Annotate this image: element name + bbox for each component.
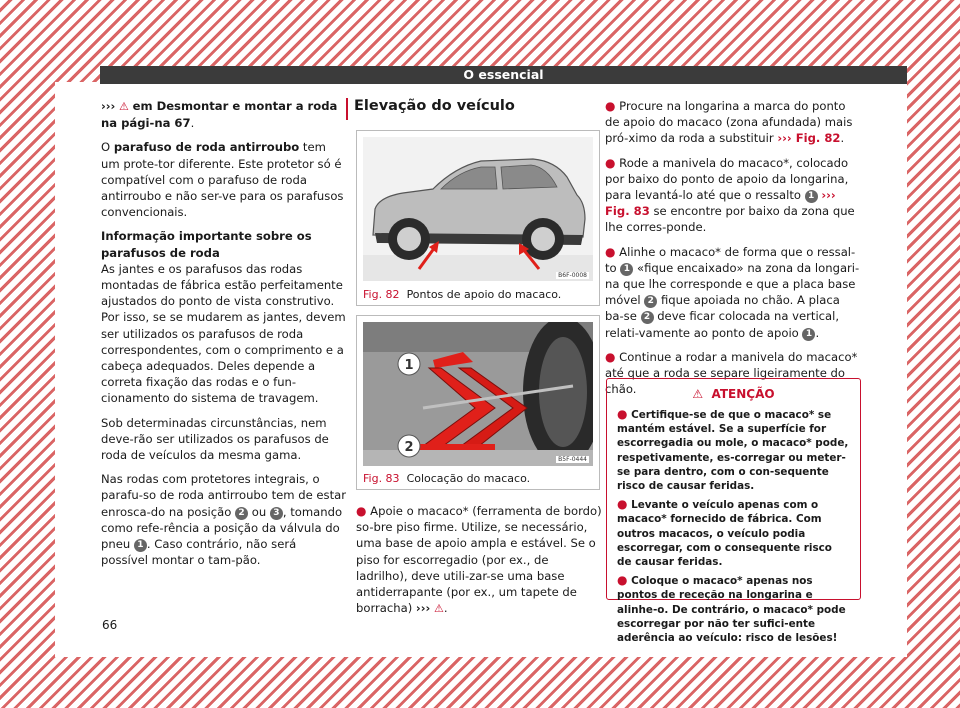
figure-83-caption: Fig. 83 Colocação do macaco.	[363, 472, 531, 485]
step-raise: ● Rode a manivela do macaco*, colocado por baixo do ponto de apoio da longarina, para levantá-lo até que o ressalto 1 ››› Fig. 83 se encontre por baixo da zona que lhe corres-ponde.	[605, 155, 855, 235]
figure-83	[356, 315, 600, 490]
callout-1: 1	[134, 539, 147, 552]
paragraph-rims: As jantes e os parafusos das rodas montadas de fábrica estão perfeitamente ajustados do ponto de vista construtivo. Por isso, se se mudarem as jantes, devem ser utilizados os parafusos de roda correspondentes, com o comprimento e a cabeça adequados. Deles depende a correta fixação das rodas e o fun-cionamento do sistema de travagem.	[101, 261, 346, 406]
bullet-icon: ●	[617, 573, 628, 588]
column-right	[605, 98, 860, 405]
callout-1-label: 1	[404, 358, 414, 373]
warning-triangle-icon: ⚠	[433, 602, 444, 616]
jack-support-text: ● Apoie o macaco* (ferramenta de bordo) so-bre piso firme. Utilize, se necessário, uma base de apoio ampla e estável. Se o piso for escorregadio (por ex., de ladrilho), deve utili-zar-se uma base antiderrapante (por ex., um tapete de borracha) ››› ⚠.	[356, 504, 602, 616]
callout-2: 2	[641, 311, 654, 324]
fig82-link[interactable]: ››› Fig. 82	[777, 131, 841, 146]
warning-item: ● Coloque o macaco* apenas nos pontos de receção na longarina e alinhe-o. De contrário, o macaco* pode escorregar por não ter sufici-ente aderência ao veículo: risco de lesões!	[617, 573, 846, 645]
figure-code: B5F-0444	[558, 456, 587, 463]
subheading: Informação importante sobre os parafusos de roda	[101, 229, 312, 260]
bullet-icon: ●	[605, 349, 616, 364]
callout-1: 1	[805, 190, 818, 203]
bullet-icon: ●	[605, 155, 616, 170]
figure-code: B6F-0008	[558, 272, 587, 279]
step-continue: ● Continue a rodar a manivela do macaco* até que a roda se separe ligeiramente do chão.	[605, 349, 858, 397]
bullet-icon: ●	[356, 504, 367, 518]
jack-illustration	[363, 322, 593, 466]
bullet-icon: ●	[605, 99, 616, 113]
bullet-icon: ●	[605, 244, 616, 259]
warning-item: ● Levante o veículo apenas com o macaco* fornecido de fábrica. Com outros macacos, o veículo podia escorregar, com o consequente risco de causar feridas.	[617, 497, 832, 569]
warning-triangle-icon: ⚠	[692, 387, 704, 401]
intro-link[interactable]: em Desmontar e montar a roda na pági-na 67	[101, 99, 338, 131]
column-middle	[355, 98, 601, 120]
paragraph-circumstances: Sob determinadas circunstâncias, nem deve-rão ser utilizados os parafusos de roda de veículos da mesma gama.	[101, 415, 329, 463]
warning-item: ● Certifique-se de que o macaco* se mantém estável. Se a superfície for escorregadia ou mole, o macaco* pode, respetivamente, es-corregar ou meter-se para dentro, com o con-sequente risco de causar feridas.	[617, 407, 849, 493]
warning-box	[606, 378, 861, 645]
callout-2: 2	[235, 507, 248, 520]
bullet-icon: ●	[617, 497, 628, 512]
car-side-illustration	[363, 137, 593, 281]
figure-82-caption: Fig. 82 Pontos de apoio do macaco.	[363, 288, 562, 301]
callout-1: 1	[802, 328, 815, 341]
callout-1: 1	[620, 263, 633, 276]
fig83-link[interactable]: ››› Fig. 83	[605, 188, 836, 219]
bullet-icon: ●	[617, 407, 628, 421]
paragraph-hubcaps: Nas rodas com protetores integrais, o parafu-so de roda antirroubo tem de estar enrosca-do na posição 2 ou 3 , tomando como refe-rência a posição da válvula do pneu 1 . Caso contrário, não será possível montar o tam-pão.	[101, 472, 346, 568]
callout-2-label: 2	[404, 440, 414, 455]
warning-header: ⚠ ATENÇÃO	[692, 387, 775, 401]
step-align: ● Alinhe o macaco* de forma que o ressal-to 1 «fique encaixado» na zona da longari-na que lhe corresponde e que a placa base móvel 2 fique apoiada no chão. A placa ba-se 2 deve ficar colocada na vertical, relati-vamente ao ponto de apoio 1 .	[605, 244, 860, 340]
page-number: 66	[102, 618, 118, 632]
warning-triangle-icon: ⚠	[119, 100, 129, 113]
intro-reference: ››› ⚠ em Desmontar e montar a roda na pági-na 67.	[101, 99, 338, 131]
chapter-header: O essencial	[100, 66, 907, 84]
callout-3: 3	[270, 507, 283, 520]
section-title: Elevação do veículo	[346, 98, 601, 120]
column-left	[101, 98, 346, 576]
step-locate: ● Procure na longarina a marca do ponto de apoio do macaco (zona afundada) mais pró-ximo da roda a substituir ››› Fig. 82.	[605, 99, 853, 146]
paragraph-antitheft: O parafuso de roda antirroubo tem um prote-tor diferente. Este protetor só é compatível com o parafuso de roda antirroubo e não ser-ve para os parafusos convencionais.	[101, 140, 344, 220]
figure-82	[356, 130, 600, 306]
callout-2: 2	[644, 295, 657, 308]
